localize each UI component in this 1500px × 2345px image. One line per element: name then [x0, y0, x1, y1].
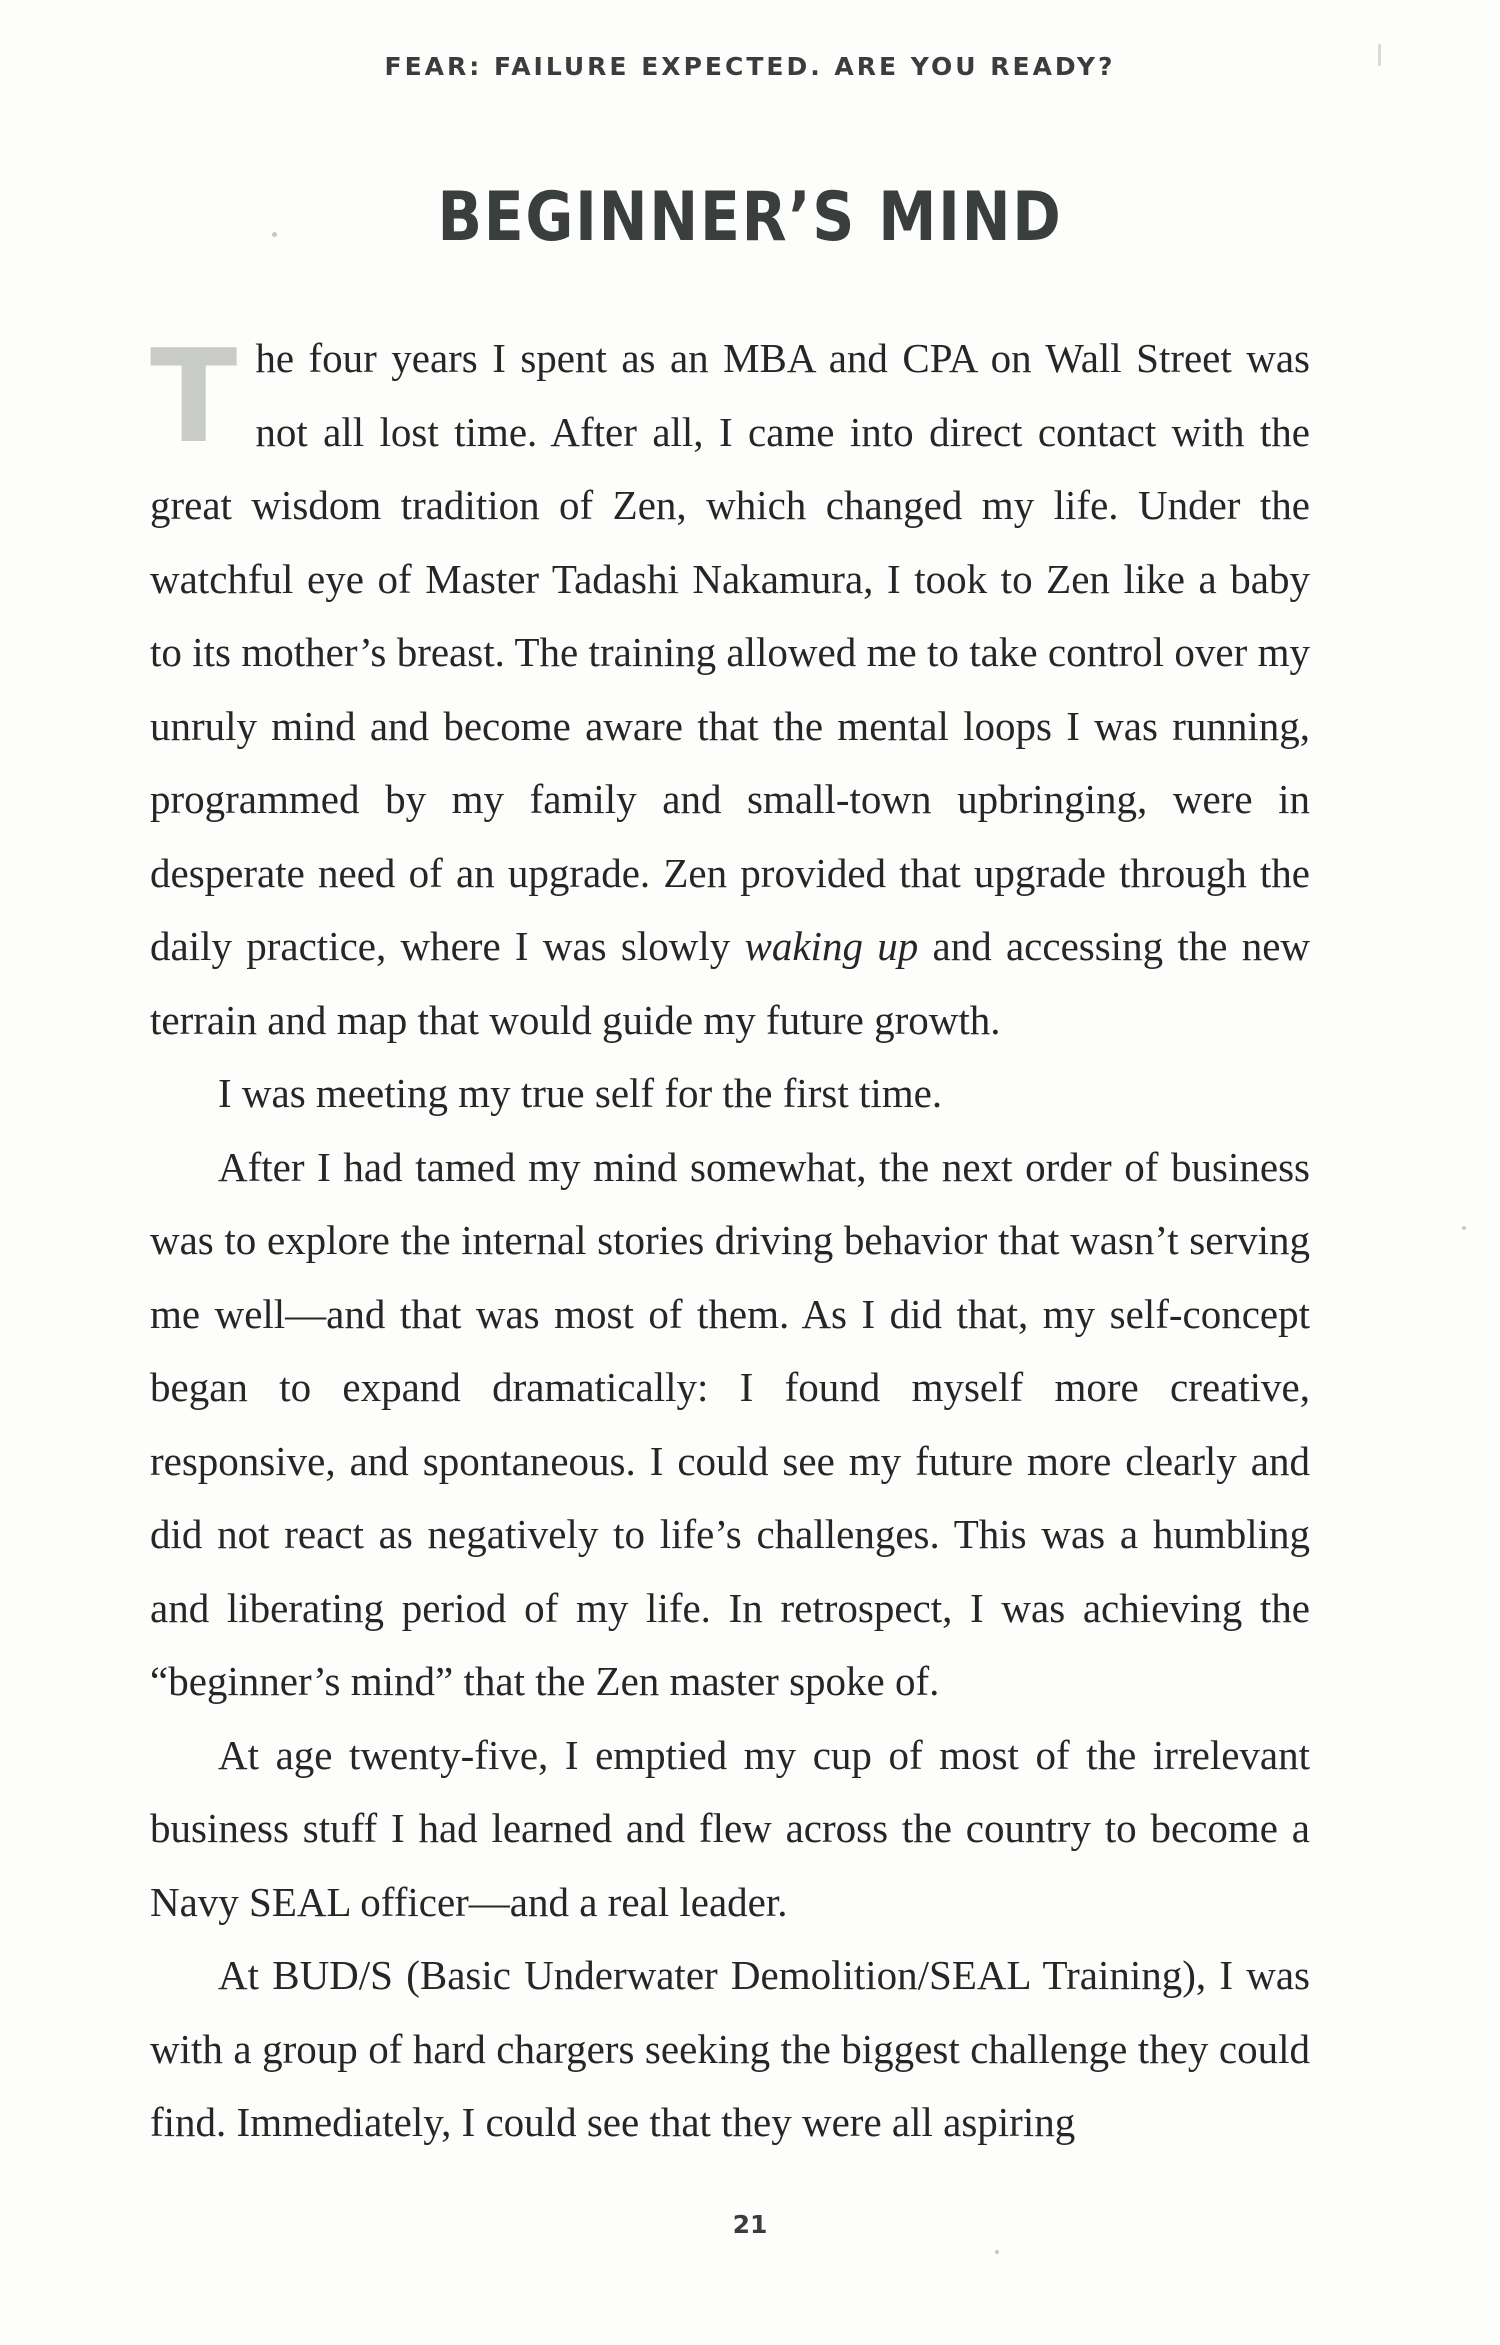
scan-speck [1378, 44, 1381, 66]
chapter-title: BEGINNER’S MIND [437, 178, 1063, 257]
paragraph-1-text-after: and accessing the new terrain and map that would guide my future growth. [150, 923, 1311, 1043]
scan-speck [995, 2250, 999, 2254]
paragraph-1 [150, 322, 1310, 1057]
paragraph-1-text: he four years I spent as an MBA and CPA on Wall Street was not all lost time. After all, I came into direct contact with the great wisdom tradition of Zen, which changed my life. Under the watchful eye of Master Tadashi Nakamura, I took to Zen like a baby to its mother’s breast. The training allowed me to take control over my unruly mind and become aware that the mental loops I was running, programmed by my family and small-town upbringing, were in desperate need of an upgrade. Zen provided that upgrade through the daily practice, where I was slowly [150, 335, 1310, 969]
paragraph-2: I was meeting my true self for the first time. [218, 1070, 943, 1116]
paragraph-5: At BUD/S (Basic Underwater Demolition/SEAL Training), I was with a group of hard chargers seeking the biggest challenge they could find. Immediately, I could see that they were all aspiring [150, 1952, 1310, 2145]
paragraph-3: After I had tamed my mind somewhat, the next order of business was to explore the internal stories driving behavior that wasn’t serving me well—and that was most of them. As I did that, my self-concept began to expand dramatically: I found myself more creative, responsive, and spontaneous. I could see my future more clearly and did not react as negatively to life’s challenges. This was a humbling and liberating period of my life. In retrospect, I was achieving the “beginner’s mind” that the Zen master spoke of. [150, 1143, 1310, 1704]
drop-cap: T [150, 323, 238, 472]
body-text [150, 322, 1310, 2160]
scan-speck [1462, 1226, 1466, 1230]
page-number: 21 [732, 2210, 768, 2239]
paragraph-4: At age twenty-five, I emptied my cup of most of the irrelevant business stuff I had learned and flew across the country to become a Navy SEAL officer—and a real leader. [150, 1731, 1310, 1925]
paragraph-1-emphasis: waking up [744, 923, 919, 969]
running-head: FEAR: FAILURE EXPECTED. ARE YOU READY? [384, 52, 1116, 81]
scan-speck [272, 232, 277, 237]
